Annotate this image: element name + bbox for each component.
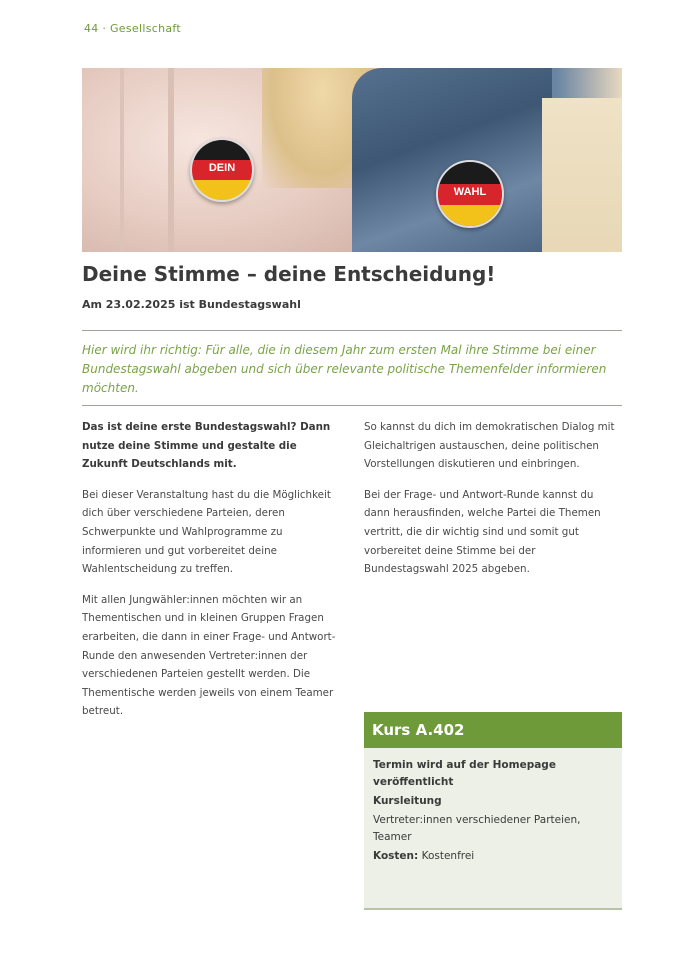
germany-badge-right — [436, 160, 504, 228]
intro-text: Hier wird ihr richtig: Für alle, die in diesem Jahr zum ersten Mal ihre Stimme bei einer Bundestagswahl abgeben und sich über relevante politische Themenfelder informieren möchten. — [82, 343, 607, 395]
course-info-box — [364, 712, 622, 910]
right-column — [364, 418, 622, 591]
paragraph: Bei dieser Veranstaltung hast du die Möglichkeit dich über verschiedene Parteien, deren Schwerpunkte und Wahlprogramme zu informieren und gut vorbereitet deine Wahlentscheidung zu treffen. — [82, 488, 331, 576]
paragraph: Bei der Frage- und Antwort-Runde kannst du dann herausfinden, welche Partei die Themen vertritt, die dir wichtig sind und somit gut vorbereitet deine Stimme bei der Bundestagswahl 2025 abgeben. — [364, 488, 601, 576]
course-code: Kurs A.402 — [364, 712, 622, 748]
denim-jacket — [352, 68, 552, 252]
shirt — [542, 98, 622, 252]
course-box-bottom-rule — [364, 908, 622, 910]
page-title: Deine Stimme – deine Entscheidung! — [82, 262, 496, 286]
badge-right-text: WAHL — [453, 186, 487, 198]
running-head: 44 · Gesellschaft — [84, 22, 181, 35]
hero-photo — [82, 68, 622, 252]
germany-badge-left — [190, 138, 254, 202]
lead-paragraph: Das ist deine erste Bundestagswahl? Dann nutze deine Stimme und gestalte die Zukunft Deutschlands mit. — [82, 421, 331, 471]
hoodie-string — [120, 68, 124, 252]
course-cost — [373, 848, 613, 865]
course-date-note: Termin wird auf der Homepage veröffentlicht — [373, 759, 556, 788]
course-cost-value: Kostenfrei — [421, 850, 475, 862]
left-column — [82, 418, 340, 733]
badge-left-text: DEIN — [208, 162, 236, 174]
divider-bottom — [82, 405, 622, 406]
paragraph: So kannst du dich im demokratischen Dialog mit Gleichaltrigen austauschen, deine politischen Vorstellungen diskutieren und einbringen. — [364, 421, 615, 471]
paragraph: Mit allen Jungwähler:innen möchten wir an Thementischen und in kleinen Gruppen Fragen erarbeiten, die dann in einer Frage- und Antwort-Runde den anwesenden Vertreter:innen der verschiedenen Parteien gestellt werden. Die Thementische werden jeweils von einem Teamer betreut. — [82, 593, 336, 718]
course-lead-value: Vertreter:innen verschiedener Parteien, Teamer — [373, 814, 581, 843]
hoodie-zipper — [168, 68, 174, 252]
divider-top — [82, 330, 622, 331]
page-subtitle: Am 23.02.2025 ist Bundestagswahl — [82, 298, 301, 311]
course-cost-label: Kosten: — [373, 850, 419, 862]
course-lead-label: Kursleitung — [373, 795, 442, 807]
